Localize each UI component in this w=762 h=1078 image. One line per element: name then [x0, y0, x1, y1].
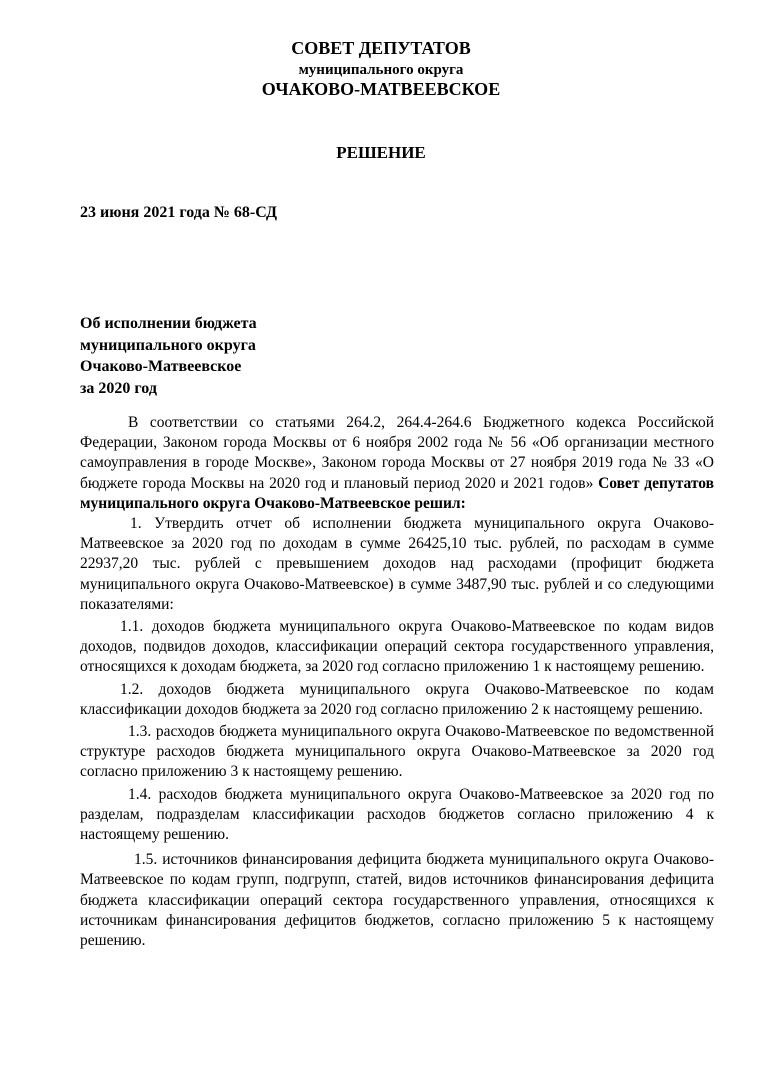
district-name: ОЧАКОВО-МАТВЕЕВСКОЕ [261, 79, 501, 99]
subject-line: за 2020 год [80, 379, 157, 397]
item-1-4: 1.4. расходов бюджета муниципального округа Очаково-Матвеевское за 2020 год по разделам, подразделам классификации расходов бюджетов согласно приложению 4 к настоящему решению. [80, 785, 714, 844]
council-title: СОВЕТ ДЕПУТАТОВ [291, 38, 471, 58]
item-1-3: 1.3. расходов бюджета муниципального округа Очаково-Матвеевское по ведомственной структуре расходов бюджета муниципального округа Очаково-Матвеевское за 2020 год согласно приложению 3 к настоящему решению. [80, 723, 714, 781]
council-subtitle: муниципального округа [298, 62, 464, 78]
item-1: 1. Утвердить отчет об исполнении бюджета муниципального округа Очаково-Матвеевское за 2020 год по доходам в сумме 26425,10 тыс. рублей, по расходам в сумме 22937,20 тыс. рублей с превышением доходов над расходами (профицит бюджета муниципального округа Очаково-Матвеевское) в сумме 3487,90 тыс. рублей и со следующими показателями: [80, 515, 714, 613]
document-type: РЕШЕНИЕ [336, 143, 426, 162]
date-number: 23 июня 2021 года № 68-СД [80, 204, 277, 221]
subject-line: Очаково-Матвеевское [80, 358, 242, 375]
subject-line: Об исполнении бюджета [80, 315, 257, 332]
item-1-5: 1.5. источников финансирования дефицита бюджета муниципального округа Очаково-Матвеевское по кодам групп, подгрупп, статей, видов источников финансирования дефицита бюджета классификации операций сектора государственного управления, относящихся к источникам финансирования дефицитов бюджетов, согласно приложению 5 к настоящему решению. [80, 851, 714, 950]
decision-subject [80, 313, 257, 399]
preamble-paragraph [80, 413, 714, 514]
decision-body [80, 413, 714, 951]
subject-line: муниципального округа [80, 336, 256, 354]
preamble-text: В соответствии со статьями 264.2, 264.4-264.6 Бюджетного кодекса Российской Федерации, Законом города Москвы от 6 ноября 2002 года № 56 «Об организации местного самоуправления в городе Москве», Законом города Москвы от 27 ноября 2019 года № 33 «О бюджете города Москвы на 2020 год и плановый период 2020 и 2021 годов» [80, 414, 714, 492]
item-1-2: 1.2. доходов бюджета муниципального округа Очаково-Матвеевское по кодам классификации доходов бюджета за 2020 год согласно приложению 2 к настоящему решению. [80, 680, 714, 718]
item-1-1: 1.1. доходов бюджета муниципального округа Очаково-Матвеевское по кодам видов доходов, подвидов доходов, классификации операций сектора государственного управления, относящихся к доходам бюджета, за 2020 год согласно приложению 1 к настоящему решению. [80, 618, 714, 676]
preamble-resolution: Совет депутатов муниципального округа Очаково-Матвеевское решил: [80, 474, 714, 512]
